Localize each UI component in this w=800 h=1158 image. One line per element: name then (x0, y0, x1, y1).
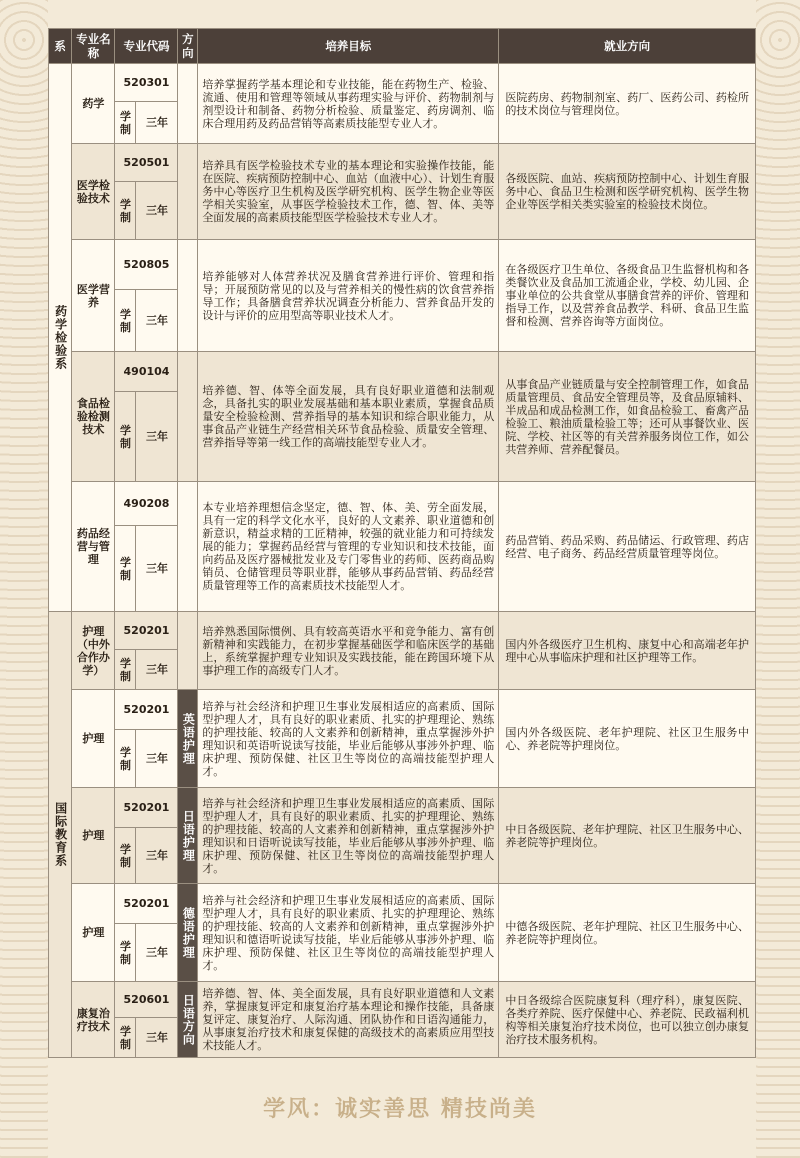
goal-text: 培养掌握药学基本理论和专业技能，能在药物生产、检验、流通、使用和管理等领域从事药理实验与评价、药物制剂与剂型设计和制备、药物分析检验、质量鉴定、药房调剂、临床合理用药及药品营销等高素质技能型专业人才。 (198, 64, 499, 144)
direction-label: 英语护理 (181, 712, 196, 765)
duration: 三年 (136, 828, 178, 884)
major-name: 护理（中外合作办学） (72, 612, 115, 690)
major-code: 520805 (115, 240, 178, 290)
duration: 三年 (136, 182, 178, 240)
xuezhi-label: 学制 (115, 1018, 136, 1058)
direction-cell (178, 884, 198, 982)
table-row (49, 240, 756, 290)
header-code: 专业代码 (115, 29, 178, 64)
xuezhi-label: 学制 (115, 924, 136, 982)
xuezhi-label: 学制 (115, 392, 136, 482)
xuezhi-label: 学制 (115, 290, 136, 352)
direction-cell (178, 144, 198, 240)
direction-cell (178, 240, 198, 352)
employment-text: 国内外各级医疗卫生机构、康复中心和高端老年护理中心从事临床护理和社区护理等工作。 (499, 612, 756, 690)
goal-text: 培养与社会经济和护理卫生事业发展相适应的高素质、国际型护理人才，具有良好的职业素质、扎实的护理理论、熟练的护理技能、较高的人文素养和创新精神，重点掌握涉外护理知识和英语听说读写技能，毕业后能够从事涉外护理、临床护理、预防保健、社区卫生等岗位的高端技能型护理人才。 (198, 690, 499, 788)
table-row (49, 982, 756, 1018)
table-row (49, 352, 756, 392)
goal-text: 培养与社会经济和护理卫生事业发展相适应的高素质、国际型护理人才，具有良好的职业素质、扎实的护理理论、熟练的护理技能、较高的人文素养和创新精神，重点掌握涉外护理知识和日语听说读写技能，毕业后能够从事涉外护理、临床护理、预防保健、社区卫生等岗位的高端技能型护理人才。 (198, 788, 499, 884)
right-decoration (756, 0, 800, 1158)
duration: 三年 (136, 526, 178, 612)
table-row (49, 612, 756, 650)
major-code: 520601 (115, 982, 178, 1018)
major-name: 护理 (72, 690, 115, 788)
majors-table (48, 28, 756, 1058)
direction-cell (178, 788, 198, 884)
table-row (49, 690, 756, 730)
employment-text: 中日各级综合医院康复科（理疗科），康复医院、各类疗养院、医疗保健中心、养老院、民政福利机构等相关康复治疗技术岗位，也可以独立创办康复治疗技术服务机构。 (499, 982, 756, 1058)
table-row (49, 788, 756, 828)
goal-text: 培养熟悉国际惯例、具有较高英语水平和竞争能力、富有创新精神和实践能力，在初步掌握基础医学和临床医学的基础上，系统掌握护理专业知识及实践技能，能在跨国环境下从事护理工作的高级专门人才。 (198, 612, 499, 690)
major-name: 康复治疗技术 (72, 982, 115, 1058)
goal-text: 培养与社会经济和护理卫生事业发展相适应的高素质、国际型护理人才，具有良好的职业素质、扎实的护理理论、熟练的护理技能、较高的人文素养和创新精神，重点掌握涉外护理知识和德语听说读写技能，毕业后能够从事涉外护理、临床护理、预防保健、社区卫生等岗位的高端技能型护理人才。 (198, 884, 499, 982)
table-row (49, 884, 756, 924)
goal-text: 培养德、智、体、美全面发展，具有良好职业道德和人文素养，掌握康复评定和康复治疗基本理论和操作技能，具备康复评定、康复治疗、人际沟通、团队协作和日语沟通能力，从事康复治疗技术和康复保健的高级技术的高素质应用型技术技能人才。 (198, 982, 499, 1058)
duration: 三年 (136, 650, 178, 690)
xuezhi-label: 学制 (115, 182, 136, 240)
header-row (49, 29, 756, 64)
header-employment: 就业方向 (499, 29, 756, 64)
direction-cell (178, 64, 198, 144)
direction-cell (178, 482, 198, 612)
xuezhi-label: 学制 (115, 526, 136, 612)
duration: 三年 (136, 924, 178, 982)
direction-label: 日语方向 (181, 993, 196, 1046)
major-code: 520201 (115, 884, 178, 924)
employment-text: 各级医院、血站、疾病预防控制中心、计划生育服务中心、食品卫生检测和医学研究机构、医学生物企业等医学相关类实验室的检验技术岗位。 (499, 144, 756, 240)
xuezhi-label: 学制 (115, 730, 136, 788)
header-direction: 方向 (178, 29, 198, 64)
xuezhi-label: 学制 (115, 102, 136, 144)
major-code: 520301 (115, 64, 178, 102)
direction-cell (178, 690, 198, 788)
table-row (49, 482, 756, 526)
table-row (49, 64, 756, 102)
goal-text: 培养具有医学检验技术专业的基本理论和实验操作技能，能在医院、疾病预防控制中心、血站（血液中心）、计划生育服务中心等医疗卫生机构及医学研究机构、医学生物企业等医学相关实验室，从事医学检验技术工作，德、智、体、美等全面发展的高素质技能型医学检验技术专业人才。 (198, 144, 499, 240)
major-name: 护理 (72, 788, 115, 884)
direction-label: 德语护理 (181, 906, 196, 959)
employment-text: 在各级医疗卫生单位、各级食品卫生监督机构和各类餐饮业及食品加工流通企业，学校、幼儿园、企事业单位的公共食堂从事膳食营养的评价、管理和指导工作，以及营养食品教学、科研、食品卫生监督和检测、营养咨询等方面岗位。 (499, 240, 756, 352)
major-code: 520201 (115, 788, 178, 828)
employment-text: 中德各级医院、老年护理院、社区卫生服务中心、养老院等护理岗位。 (499, 884, 756, 982)
goal-text: 培养能够对人体营养状况及膳食营养进行评价、管理和指导；开展预防常见的以及与营养相关的慢性病的饮食营养指导工作；具备膳食营养状况调查分析能力、营养食品开发的设计与评价的应用型高等职业技术人才。 (198, 240, 499, 352)
duration: 三年 (136, 1018, 178, 1058)
duration: 三年 (136, 102, 178, 144)
major-code: 520201 (115, 690, 178, 730)
duration: 三年 (136, 290, 178, 352)
major-name: 药学 (72, 64, 115, 144)
direction-cell (178, 352, 198, 482)
employment-text: 药品营销、药品采购、药品储运、行政管理、药店经营、电子商务、药品经营质量管理等岗位。 (499, 482, 756, 612)
direction-cell (178, 982, 198, 1058)
employment-text: 医院药房、药物制剂室、药厂、医药公司、药检所的技术岗位与管理岗位。 (499, 64, 756, 144)
employment-text: 从事食品产业链质量与安全控制管理工作，如食品质量管理员、食品安全管理员等，及食品原辅料、半成品和成品检测工作，如食品检验工、畜禽产品检验工、粮油质量检验工等；还可从事餐饮业、医院、学校、社区等的有关营养服务岗位工作，如公共营养师、营养配餐员。 (499, 352, 756, 482)
employment-text: 国内外各级医院、老年护理院、社区卫生服务中心、养老院等护理岗位。 (499, 690, 756, 788)
employment-text: 中日各级医院、老年护理院、社区卫生服务中心、养老院等护理岗位。 (499, 788, 756, 884)
major-code: 520501 (115, 144, 178, 182)
duration: 三年 (136, 392, 178, 482)
table-row (49, 144, 756, 182)
xuezhi-label: 学制 (115, 650, 136, 690)
major-code: 490208 (115, 482, 178, 526)
dept-name: 药学检验系 (53, 305, 68, 370)
major-name: 医学检验技术 (72, 144, 115, 240)
major-name: 食品检验检测技术 (72, 352, 115, 482)
goal-text: 本专业培养理想信念坚定，德、智、体、美、劳全面发展，具有一定的科学文化水平，良好的人文素养、职业道德和创新意识，精益求精的工匠精神，较强的就业能力和可持续发展的能力；掌握药品经营与管理的专业知识和技术技能，面向药品及医疗器械批发业及专门零售业的药师、医药商品购销员、仓储管理员等职业群，能够从事药品营销、药品经营质量管理等工作的高素质技术技能型人才。 (198, 482, 499, 612)
header-major: 专业名称 (72, 29, 115, 64)
major-name: 护理 (72, 884, 115, 982)
major-code: 520201 (115, 612, 178, 650)
footer-motto: 学风：诚实善思 精技尚美 (263, 1097, 537, 1122)
goal-text: 培养德、智、体等全面发展，具有良好职业道德和法制观念，具备扎实的职业发展基础和基本职业素质，掌握食品质量安全检验检测、营养指导的基本知识和综合职业能力，从事食品产业链生产经营相关环节食品检验、质量安全管理、营养指导等第一线工作的高端技能型专业人才。 (198, 352, 499, 482)
dept-cell (49, 64, 72, 612)
major-name: 药品经营与管理 (72, 482, 115, 612)
direction-label: 日语护理 (181, 809, 196, 862)
header-dept: 系 (49, 29, 72, 64)
xuezhi-label: 学制 (115, 828, 136, 884)
left-decoration (0, 0, 48, 1158)
duration: 三年 (136, 730, 178, 788)
major-name: 医学营养 (72, 240, 115, 352)
dept-cell (49, 612, 72, 1058)
major-code: 490104 (115, 352, 178, 392)
dept-name: 国际教育系 (53, 802, 68, 867)
header-goal: 培养目标 (198, 29, 499, 64)
direction-cell (178, 612, 198, 690)
